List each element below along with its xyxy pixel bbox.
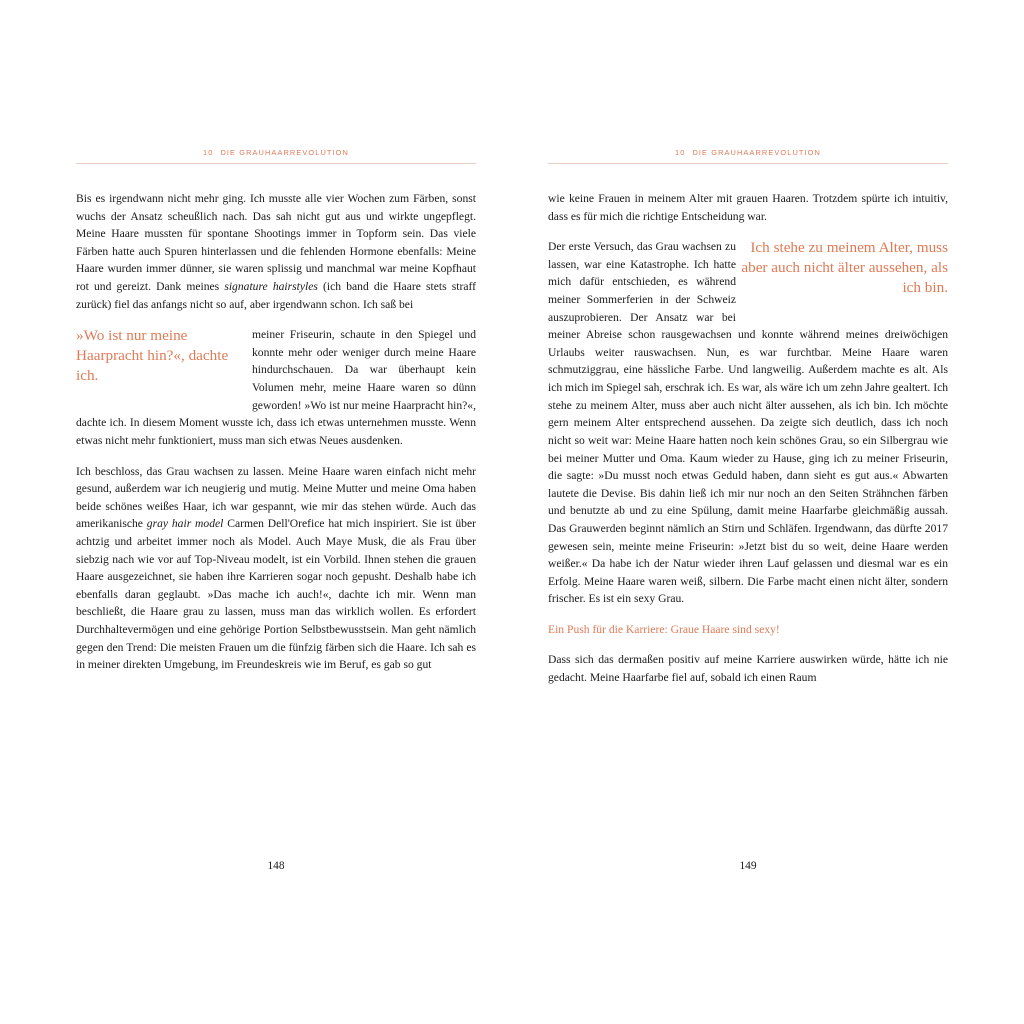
- paragraph: [76, 190, 476, 313]
- running-head-right: [548, 148, 948, 164]
- paragraph-text: Bis es irgendwann nicht mehr ging. Ich musste alle vier Wochen zum Färben, sonst wuchs der Ansatz scheußlich nach. Das sah nicht gut aus und wirkte ungepflegt. Meine Haare mussten für spontane Shootings immer in Topform sein. Das viele Färben hatte auch Spuren hinterlassen und die fehlenden Hormone ebenfalls: Meine Haare wurden immer dünner, sie waren splissig und manchmal war meine Kopfhaut rot und gereizt. Dank meines: [76, 192, 476, 294]
- pull-quote-left: »Wo ist nur meine Haarpracht hin?«, dachte ich.: [76, 327, 229, 385]
- italic-term: signature hairstyles: [224, 280, 318, 294]
- running-head-left: [76, 148, 476, 164]
- paragraph-text-cont: Carmen Dell'Orefice hat mich inspiriert. Sie ist über achtzig und arbeitet immer noch als Model. Auch Maye Musk, die als Frau über siebzig nach wie vor auf Top-Niveau modelt, ist ein Vorbild. Ihnen stehen die grauen Haare ausgezeichnet, sie haben ihre Karrieren sogar noch gepusht. Deshalb habe ich ebenfalls daran geglaubt. »Das mache ich auch!«, dachte ich mir. Wenn man beschließt, die Haare grau zu lassen, muss man das wirklich wollen. Es erfordert Durchhaltevermögen und eine gehörige Portion Selbstbewusstsein. Man geht nämlich gegen den Trend: Die meisten Frauen um die fünfzig färben sich die Haare. Ich sah es in meiner direkten Umgebung, im Freundeskreis wie im Beruf, es gab so gut: [76, 517, 476, 672]
- page-number-left: 148: [267, 860, 285, 872]
- chapter-number-left: 10: [203, 148, 214, 157]
- body-column-right: [548, 190, 948, 687]
- paragraph: meiner Friseurin, schaute in den Spiegel und konnte mehr oder weniger durch meine Haare hindurchschauen. Da war überhaupt kein Volumen mehr, meine Haare waren so dünn geworden! »Wo ist nur meine Haarpracht hin?«, dachte ich. In diesem Moment wusste ich, dass ich etwas unternehmen musste. Wenn etwas nicht mehr funktioniert, muss man sich etwas Neues ausdenken.: [76, 328, 476, 447]
- paragraph: [76, 463, 476, 674]
- paragraph: Dass sich das dermaßen positiv auf meine Karriere auswirken würde, hätte ich nie gedacht. Meine Haarfarbe fiel auf, sobald ich einen Raum: [548, 653, 948, 685]
- section-subheading: Ein Push für die Karriere: Graue Haare sind sexy!: [548, 623, 780, 637]
- chapter-title-right: DIE GRAUHAARREVOLUTION: [692, 148, 821, 157]
- page-right: [548, 0, 948, 1024]
- paragraph: wie keine Frauen in meinem Alter mit grauen Haaren. Trotzdem spürte ich intuitiv, dass es für mich die richtige Entscheidung war.: [548, 192, 948, 223]
- chapter-number-right: 10: [675, 148, 686, 157]
- paragraph: Der erste Versuch, das Grau wachsen zu lassen, war eine Katastrophe. Ich hatte mich dafür entschieden, es während meiner Sommerferien in der Schweiz auszuprobieren. Der Ansatz war bei meiner Abreise schon rausgewachsen und konnte während meines dreiwöchigen Urlaubs weiter rauswachsen. Nun, es war furchtbar. Meine Haare waren schmutziggrau, eine hässliche Farbe. Und langweilig. Außerdem machte es alt. Als ich mich im Spiegel sah, erschrak ich. Es war, als wäre ich um zehn Jahre gealtert. Ich stehe zu meinem Alter, muss aber auch nicht älter aussehen, als ich bin. Ich möchte gern meinem Alter entsprechend aussehen. Da zeigte sich deutlich, dass ich noch nicht so weit war: Meine Haare hatten noch kein schönes Grau, so ein Silbergrau wie bei meiner Mutter und Oma. Kaum wieder zu Hause, ging ich zu meiner Friseurin, die sagte: »Du musst noch etwas Geduld haben, dann sieht es gut aus.« Abwarten lautete die Devise. Bis dahin ließ ich mir nur noch an den Seiten Strähnchen färben und benutzte ab und zu eine Spülung, damit meine Haarfarbe gleichmäßig aussah. Das Grauwerden beginnt nämlich an Stirn und Schläfen. Irgendwann, das dürfte 2017 gewesen sein, meinte meine Friseurin: »Jetzt bist du so weit, deine Haare werden weißer.« Da habe ich der Natur wieder ihren Lauf gelassen und diesmal war es ein Erfolg. Meine Haare waren weiß, silbern. Die Farbe macht einen nicht älter, sondern frischer. Es ist ein sexy Grau.: [548, 240, 949, 606]
- body-column-left: [76, 190, 476, 674]
- page-number-right: 149: [739, 860, 757, 872]
- italic-term: gray hair model: [146, 517, 224, 531]
- pull-quote-right: Ich stehe zu meinem Alter, muss aber auch nicht älter aussehen, als ich bin.: [741, 239, 948, 297]
- page-left: [76, 0, 476, 1024]
- chapter-title-left: DIE GRAUHAARREVOLUTION: [220, 148, 349, 157]
- paragraph-text: Ich beschloss, das Grau wachsen zu lassen. Meine Haare waren einfach nicht mehr gesund, außerdem war ich neugierig und mutig. Meine Mutter und meine Oma haben beide schönes weißes Haar, ich war gespannt, wie mir das stehen würde. Auch das amerikanische: [76, 464, 476, 531]
- paragraph-text-cont: (ich band die Haare stets straff zurück) fiel das anfangs nicht so auf, aber irgendwann schon. Ich saß bei: [76, 280, 476, 311]
